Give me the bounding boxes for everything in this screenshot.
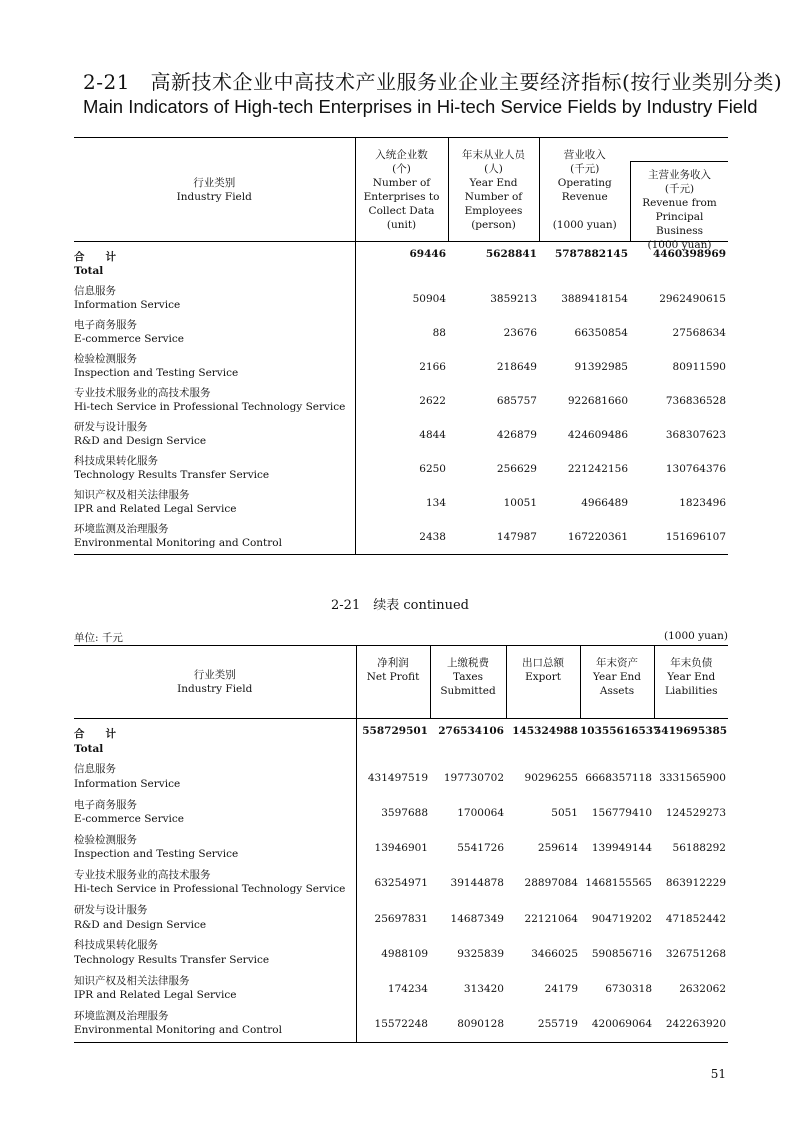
table-row xyxy=(74,350,728,367)
table-cell: 3466025 xyxy=(531,947,578,960)
row-label-en: E-commerce Service xyxy=(74,333,184,345)
row-label-en: R&D and Design Service xyxy=(74,918,207,931)
row-label-cn: 合 计 xyxy=(74,728,116,741)
row-label-cn: 研发与设计服务 xyxy=(74,421,148,433)
row-label-en: IPR and Related Legal Service xyxy=(74,503,237,515)
h-line: 净利润 xyxy=(377,657,409,669)
table-cell: 14687349 xyxy=(450,912,504,925)
h-line: 上缴税费 xyxy=(447,657,489,669)
table-row xyxy=(74,971,728,989)
table-cell: 904719202 xyxy=(591,912,652,925)
page-title-english: Main Indicators of High-tech Enterprises in Hi-tech Service Fields by Industry Field xyxy=(83,96,758,117)
table-cell: 90296255 xyxy=(524,771,578,784)
header-field-en: Industry Field xyxy=(177,683,253,695)
table-cell: 5419695385 xyxy=(654,725,728,737)
h2-line: (person) xyxy=(471,218,516,231)
table-cell: 1700064 xyxy=(457,806,504,819)
table-cell: 5541726 xyxy=(457,842,504,855)
h2-line: Employees xyxy=(464,204,523,217)
table-cell: 255719 xyxy=(537,1018,578,1031)
table-cell: 50904 xyxy=(355,282,448,316)
table-row xyxy=(74,760,728,778)
header-operating-revenue xyxy=(539,138,630,242)
table-cell: 25697831 xyxy=(356,901,430,936)
row-label-en: Environmental Monitoring and Control xyxy=(74,537,282,549)
table-cell: 10051 xyxy=(503,497,537,509)
h2-line: Year End xyxy=(469,176,518,189)
h-line: Year End xyxy=(593,671,641,683)
row-label-en: Hi-tech Service in Professional Technology Service xyxy=(74,401,346,413)
table-cell: 197730702 xyxy=(443,771,504,784)
row-label-en: Total xyxy=(74,265,104,277)
header-principal-revenue-box xyxy=(630,161,728,251)
table-cell: 174234 xyxy=(356,971,430,1006)
row-label-cn: 知识产权及相关法律服务 xyxy=(74,974,190,987)
table-cell: 6250 xyxy=(355,452,448,486)
h-line: Year End xyxy=(667,671,716,683)
header-principal-revenue xyxy=(630,138,728,251)
table-cell: 145324988 xyxy=(512,725,578,737)
table-cell: 147987 xyxy=(496,531,537,543)
row-label-en: R&D and Design Service xyxy=(74,435,207,447)
table-cell: 256629 xyxy=(496,463,537,475)
header-liabilities xyxy=(654,646,728,719)
h3-spacer xyxy=(542,204,629,218)
table-cell: 431497519 xyxy=(356,760,430,795)
row-label-cn: 环境监测及治理服务 xyxy=(74,1009,169,1022)
table-cell: 313420 xyxy=(463,982,504,995)
table-cell: 2632062 xyxy=(679,982,726,995)
header-field-cn: 行业类别 xyxy=(193,176,236,189)
table-cell: 2962490615 xyxy=(659,293,726,305)
table-cell: 4844 xyxy=(355,418,448,452)
table-cell: 8090128 xyxy=(457,1018,504,1031)
table-cell: 9325839 xyxy=(457,947,504,960)
table-cell: 4966489 xyxy=(581,497,628,509)
h3-line: (千元) xyxy=(570,162,600,175)
h3-line: (1000 yuan) xyxy=(552,218,617,231)
header-net-profit xyxy=(356,646,430,719)
table-cell: 151696107 xyxy=(665,531,726,543)
table-cell: 922681660 xyxy=(567,395,628,407)
h1-line: Collect Data xyxy=(368,204,435,217)
row-label-cn: 信息服务 xyxy=(74,285,116,297)
header-export xyxy=(506,646,580,719)
table-cell: 4460398969 xyxy=(652,248,726,260)
table-cell: 426879 xyxy=(496,429,537,441)
header-enterprises xyxy=(355,138,448,242)
row-label-cn: 合 计 xyxy=(74,251,116,263)
table-cell: 4988109 xyxy=(356,936,430,971)
table-cell: 13946901 xyxy=(356,831,430,866)
table-row xyxy=(74,282,728,299)
row-label-cn: 环境监测及治理服务 xyxy=(74,523,169,535)
table-cell: 863912229 xyxy=(665,877,726,890)
table-cell: 259614 xyxy=(537,842,578,855)
table-row xyxy=(74,486,728,503)
table-cell: 10355616537 xyxy=(580,725,661,737)
table-cell: 63254971 xyxy=(356,866,430,901)
row-label-cn: 电子商务服务 xyxy=(74,798,137,811)
table-cell: 66350854 xyxy=(574,327,628,339)
table-cell: 124529273 xyxy=(665,806,726,819)
table-cell: 420069064 xyxy=(591,1018,652,1031)
table-row xyxy=(74,418,728,435)
h1-line: Number of xyxy=(372,176,431,189)
table-cell: 218649 xyxy=(496,361,537,373)
unit-label-en: (1000 yuan) xyxy=(664,630,728,642)
h-line: Net Profit xyxy=(366,671,420,683)
table-cell: 471852442 xyxy=(665,912,726,925)
h4-line: Revenue from xyxy=(642,197,717,209)
header-industry-field xyxy=(74,646,356,719)
table-cell: 5051 xyxy=(551,806,578,819)
h3-line: Revenue xyxy=(561,190,608,203)
h-line: Export xyxy=(525,671,561,683)
table-cell: 3331565900 xyxy=(659,771,726,784)
table-row xyxy=(74,242,728,266)
table-cell: 23676 xyxy=(503,327,537,339)
table-cell: 56188292 xyxy=(672,842,726,855)
table-cell: 69446 xyxy=(355,242,448,283)
table-cell: 242263920 xyxy=(665,1018,726,1031)
table-cell: 28897084 xyxy=(524,877,578,890)
row-label-cn: 知识产权及相关法律服务 xyxy=(74,489,190,501)
table-cell: 167220361 xyxy=(567,531,628,543)
table-row xyxy=(74,795,728,813)
table-row xyxy=(74,719,728,743)
main-indicators-table-part1 xyxy=(74,137,728,555)
table-cell: 221242156 xyxy=(567,463,628,475)
table-cell: 15572248 xyxy=(356,1007,430,1043)
h4-line: (千元) xyxy=(664,183,695,195)
unit-label-cn: 单位: 千元 xyxy=(74,632,123,644)
table-cell: 3859213 xyxy=(490,293,537,305)
table1-body xyxy=(74,242,728,555)
h-line: Assets xyxy=(599,685,635,697)
table2-header-row xyxy=(74,646,728,719)
h-line: 年末资产 xyxy=(596,657,638,669)
table-row xyxy=(74,1007,728,1025)
table-cell: 5628841 xyxy=(485,248,537,260)
main-indicators-table-part2 xyxy=(74,645,728,1043)
table-cell: 156779410 xyxy=(591,806,652,819)
row-label-cn: 科技成果转化服务 xyxy=(74,939,158,952)
table-row xyxy=(74,901,728,919)
row-label-cn: 检验检测服务 xyxy=(74,353,137,365)
table-row xyxy=(74,384,728,401)
table-cell: 6730318 xyxy=(605,982,652,995)
table-cell: 24179 xyxy=(544,982,578,995)
row-label-cn: 研发与设计服务 xyxy=(74,904,148,917)
table-cell: 2622 xyxy=(355,384,448,418)
h2-line: 年末从业人员 xyxy=(462,148,525,161)
table-cell: 5787882145 xyxy=(554,248,628,260)
row-label-en: E-commerce Service xyxy=(74,812,184,825)
table-cell: 6668357118 xyxy=(585,771,652,784)
header-field-cn: 行业类别 xyxy=(193,669,236,681)
row-label-cn: 专业技术服务业的高技术服务 xyxy=(74,869,211,882)
h2-line: Number of xyxy=(464,190,523,203)
table-cell: 424609486 xyxy=(567,429,628,441)
table-cell: 590856716 xyxy=(591,947,652,960)
table-cell: 1468155565 xyxy=(585,877,652,890)
header-field-en: Industry Field xyxy=(176,190,252,203)
row-label-en: Environmental Monitoring and Control xyxy=(74,1024,282,1037)
table-row xyxy=(74,452,728,469)
table-cell: 558729501 xyxy=(356,719,430,761)
row-label-cn: 专业技术服务业的高技术服务 xyxy=(74,387,211,399)
table-cell: 88 xyxy=(355,316,448,350)
table-cell: 276534106 xyxy=(438,725,504,737)
header-employees xyxy=(448,138,539,242)
h-line: Submitted xyxy=(440,685,496,697)
page-title-chinese xyxy=(83,66,782,95)
table-cell: 27568634 xyxy=(672,327,726,339)
table-cell: 1823496 xyxy=(679,497,726,509)
table-cell: 326751268 xyxy=(665,947,726,960)
table-cell: 3597688 xyxy=(356,795,430,830)
row-label-cn: 信息服务 xyxy=(74,763,116,776)
table-cell: 22121064 xyxy=(524,912,578,925)
table-number: 2-21 xyxy=(83,70,130,94)
header-industry-field xyxy=(74,138,355,242)
row-label-en: Information Service xyxy=(74,299,181,311)
table-cell: 736836528 xyxy=(665,395,726,407)
table-cell: 2166 xyxy=(355,350,448,384)
row-label-cn: 电子商务服务 xyxy=(74,319,137,331)
h1-line: (unit) xyxy=(386,218,417,231)
table-row xyxy=(74,831,728,849)
table-row xyxy=(74,520,728,537)
table-cell: 134 xyxy=(355,486,448,520)
h3-line: 营业收入 xyxy=(563,148,606,161)
header-assets xyxy=(580,646,654,719)
table-cell: 130764376 xyxy=(665,463,726,475)
header-taxes xyxy=(430,646,506,719)
h-line: Liabilities xyxy=(664,685,718,697)
table2-body xyxy=(74,719,728,1043)
table-cell: 39144878 xyxy=(450,877,504,890)
row-label-en: Inspection and Testing Service xyxy=(74,848,239,861)
h4-line: (1000 yuan) xyxy=(647,239,712,251)
row-label-cn: 科技成果转化服务 xyxy=(74,455,158,467)
row-label-en: Total xyxy=(74,742,104,755)
table-cell: 368307623 xyxy=(665,429,726,441)
table-cell: 139949144 xyxy=(591,842,652,855)
continued-caption: 2-21 续表 continued xyxy=(331,598,469,613)
table-cell: 80911590 xyxy=(672,361,726,373)
row-label-en: Technology Results Transfer Service xyxy=(74,953,270,966)
h-line: 年末负债 xyxy=(670,657,713,669)
row-label-en: IPR and Related Legal Service xyxy=(74,988,237,1001)
h2-line: (人) xyxy=(484,162,503,175)
table-row xyxy=(74,936,728,954)
row-label-en: Technology Results Transfer Service xyxy=(74,469,270,481)
row-label-en: Hi-tech Service in Professional Technology Service xyxy=(74,883,346,896)
page-number: 51 xyxy=(710,1067,726,1081)
h-line: 出口总额 xyxy=(522,657,564,669)
table-cell: 685757 xyxy=(496,395,537,407)
row-label-en: Information Service xyxy=(74,777,181,790)
h4-line: Principal Business xyxy=(655,211,704,237)
h1-line: Enterprises to xyxy=(363,190,440,203)
table-cell: 91392985 xyxy=(574,361,628,373)
h3-line: Operating xyxy=(557,176,612,189)
h-line: Taxes xyxy=(453,671,483,683)
table-row xyxy=(74,316,728,333)
h1-line: 入统企业数 xyxy=(375,148,428,161)
row-label-en: Inspection and Testing Service xyxy=(74,367,239,379)
h4-line: 主营业务收入 xyxy=(648,169,711,181)
title-cn-text: 高新技术企业中高技术产业服务业企业主要经济指标(按行业类别分类) xyxy=(150,70,783,94)
table-cell: 3889418154 xyxy=(561,293,628,305)
table-cell: 2438 xyxy=(355,520,448,555)
table-row xyxy=(74,866,728,884)
table1-header-row xyxy=(74,138,728,242)
row-label-cn: 检验检测服务 xyxy=(74,833,137,846)
h1-line: (个) xyxy=(392,162,411,175)
